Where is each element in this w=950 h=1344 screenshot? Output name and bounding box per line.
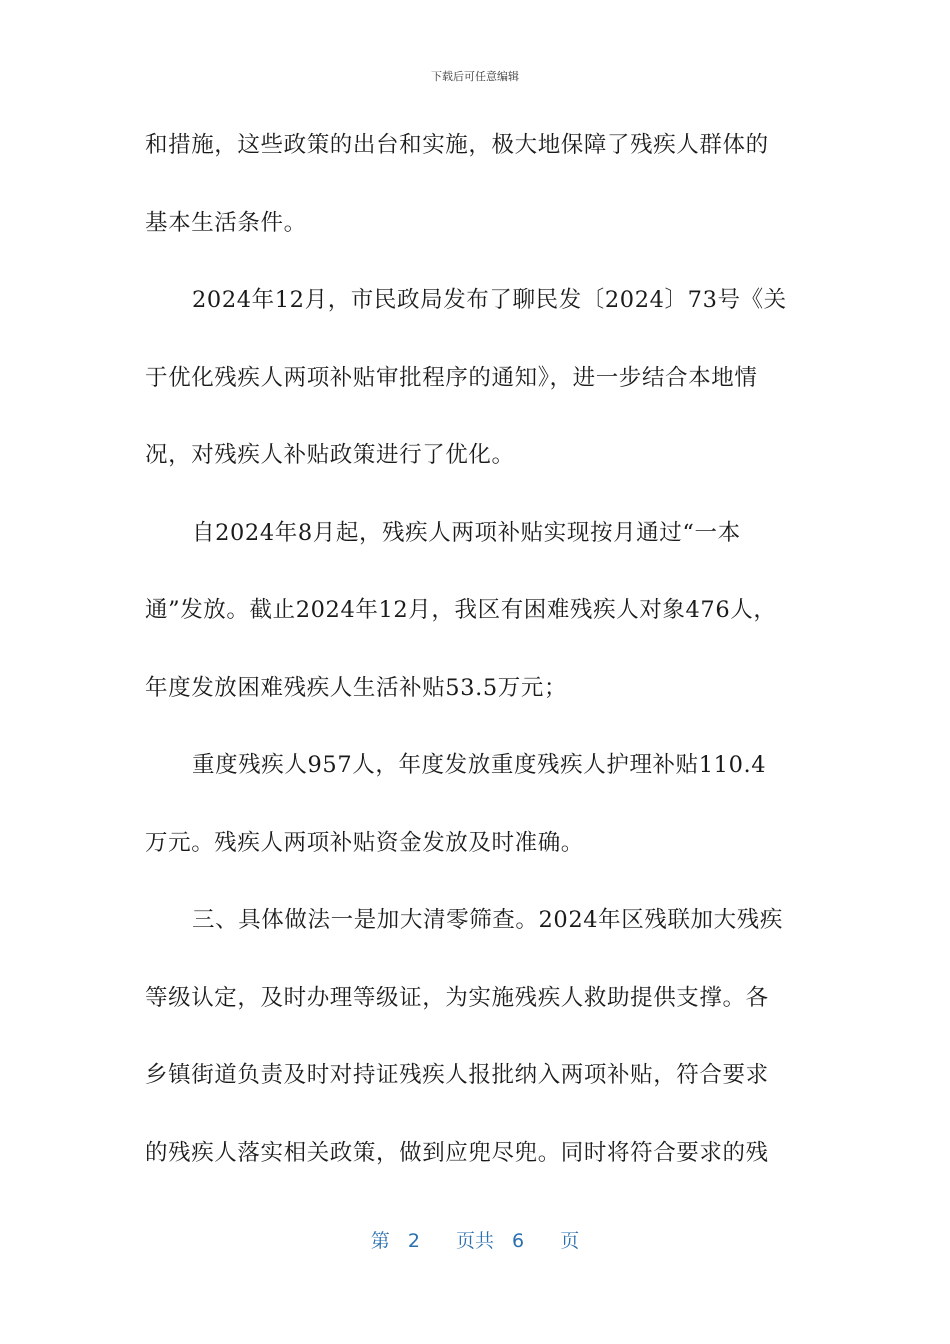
text-line: 2024年12月，市民政局发布了聊民发〔2024〕73号《关 [192, 287, 787, 313]
text-line: 年度发放困难残疾人生活补贴53.5万元； [145, 674, 568, 701]
text-line: 况，对残疾人补贴政策进行了优化。 [145, 442, 515, 468]
header-note: 下载后可任意编辑 [431, 70, 519, 83]
text-line: 等级认定，及时办理等级证，为实施残疾人救助提供支撑。各 [145, 984, 769, 1011]
text-line: 和措施，这些政策的出台和实施，极大地保障了残疾人群体的 [145, 132, 769, 158]
text-line: 通”发放。截止2024年12月，我区有困难残疾人对象476人， [145, 597, 777, 623]
text-line: 三、具体做法一是加大清零筛查。2024年区残联加大残疾 [192, 907, 783, 933]
text-line: 自2024年8月起，残疾人两项补贴实现按月通过“一本 [192, 519, 741, 546]
text-line: 万元。残疾人两项补贴资金发放及时准确。 [145, 829, 584, 856]
document-body [145, 127, 805, 1212]
text-line: 的残疾人落实相关政策，做到应兜尽兜。同时将符合要求的残 [145, 1139, 769, 1166]
text-line: 于优化残疾人两项补贴审批程序的通知》，进一步结合本地情 [145, 364, 758, 391]
text-line: 重度残疾人957人，年度发放重度残疾人护理补贴110.4 [192, 752, 767, 778]
page-number-footer: 第 2 页共 6 页 [370, 1230, 580, 1252]
text-line: 基本生活条件。 [145, 209, 307, 236]
text-line: 乡镇街道负责及时对持证残疾人报批纳入两项补贴，符合要求 [145, 1062, 769, 1088]
